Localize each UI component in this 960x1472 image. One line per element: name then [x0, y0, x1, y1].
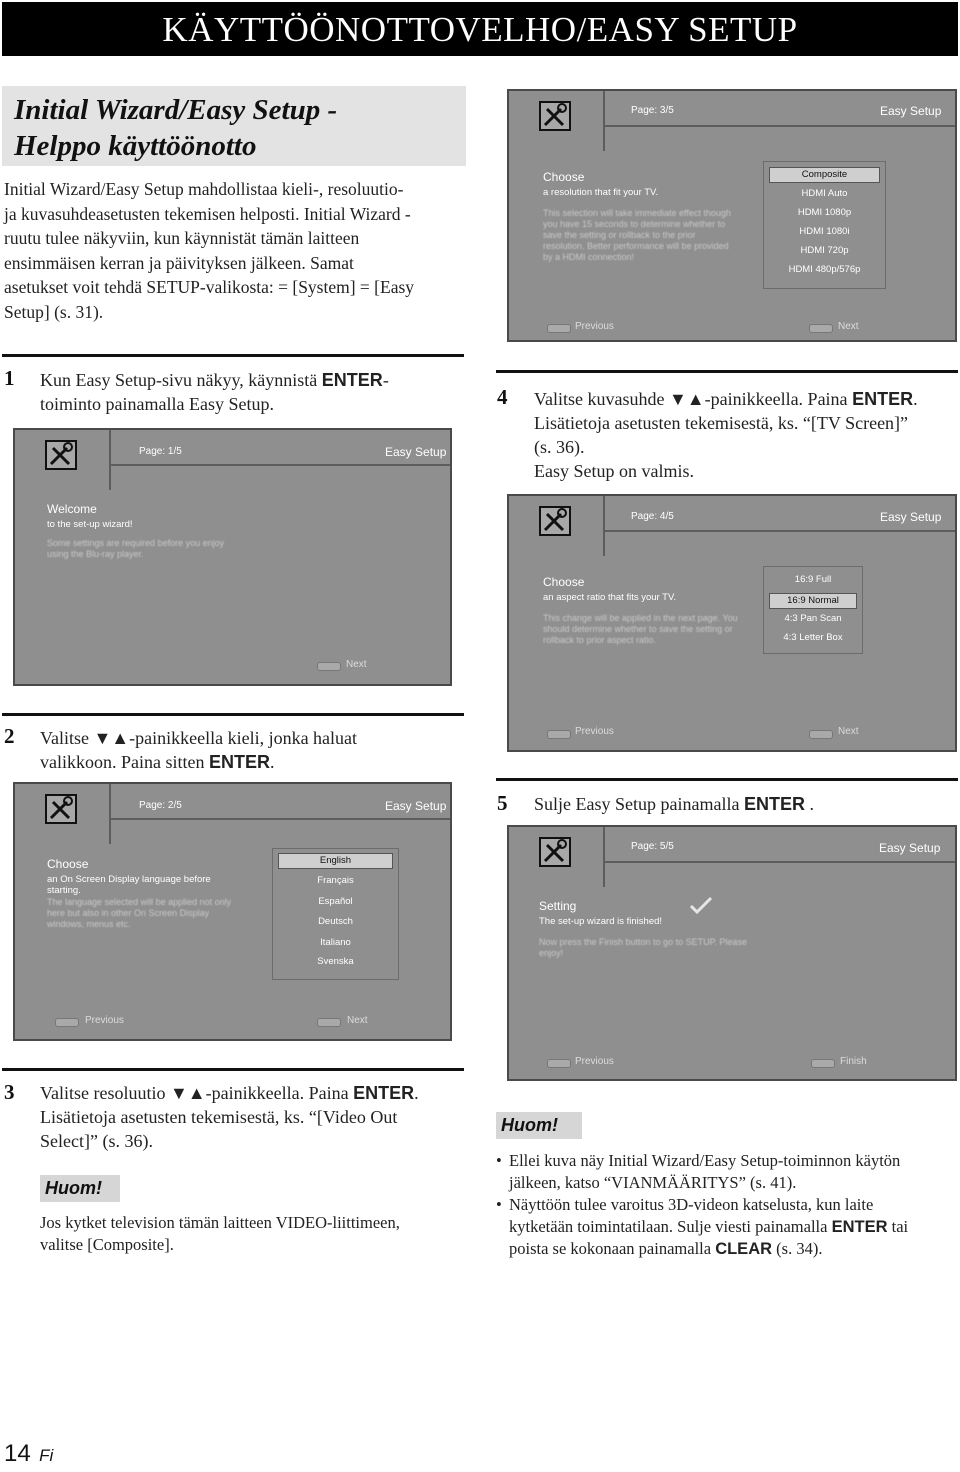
step-number: 3: [4, 1080, 15, 1104]
section-heading-line2: Helppo käyttöönotto: [14, 130, 257, 162]
enter-button-icon: [811, 1059, 835, 1068]
wrench-icon: [45, 440, 77, 470]
intro-line: Initial Wizard/Easy Setup mahdollistaa kieli-, resoluutio-: [4, 179, 404, 199]
option-espanol[interactable]: Español: [318, 896, 353, 907]
resolution-list: [763, 161, 886, 289]
previous-label: Previous: [575, 321, 614, 332]
screen-heading: Welcome: [47, 502, 97, 516]
step-2-text: Valitse ▼▲-painikkeella kieli, jonka haluat valikkoon. Paina sitten ENTER.: [40, 728, 358, 772]
language-list: [272, 848, 399, 980]
option-hdmi-1080i[interactable]: HDMI 1080i: [799, 226, 850, 237]
enter-button-icon: [317, 662, 341, 671]
step-3-text: Valitse resoluutio ▼▲-painikkeella. Paina ENTER. Lisätietoja asetusten tekemisestä, ks. “[Video Out Select]” (s. 36).: [40, 1083, 419, 1151]
step-number: 1: [4, 366, 15, 390]
next-label: Next: [346, 659, 367, 670]
screen-title: Easy Setup: [385, 445, 447, 459]
screen-description: This change will be applied in the next page. You should determine whether to save the setting or rollback to prior aspect ratio.: [543, 613, 738, 645]
screen-subheading: an On Screen Display language before starting.: [47, 874, 211, 896]
language-code: Fi: [39, 1446, 54, 1465]
screen-heading: Choose: [47, 857, 89, 871]
screen-subheading: to the set-up wizard!: [47, 519, 133, 530]
step-5-text: Sulje Easy Setup painamalla ENTER .: [534, 794, 814, 814]
screen-subheading: a resolution that fit your TV.: [543, 187, 659, 198]
section-divider: [496, 370, 958, 373]
intro-line: ensimmäisen kerran ja päivityksen jälkeen. Samat: [4, 252, 354, 273]
note-label: Huom!: [496, 1112, 582, 1139]
option-english[interactable]: English: [278, 853, 393, 869]
note-text: Jos kytket television tämän laitteen VIDEO-liittimeen, valitse [Composite].: [40, 1213, 400, 1254]
wrench-icon: [539, 101, 571, 131]
option-svenska[interactable]: Svenska: [317, 956, 354, 967]
previous-label: Previous: [85, 1015, 124, 1026]
page-indicator: Page: 3/5: [631, 105, 674, 116]
option-italiano[interactable]: Italiano: [320, 937, 351, 948]
previous-button-icon: [55, 1018, 79, 1027]
screen-heading: Choose: [543, 575, 585, 589]
screen-heading: Choose: [543, 170, 585, 184]
page-footer: [4, 1440, 53, 1468]
section-heading-box: [2, 86, 466, 166]
page-indicator: Page: 1/5: [139, 446, 182, 457]
option-16-9-full[interactable]: 16:9 Full: [794, 574, 832, 585]
screen-title: Easy Setup: [879, 841, 941, 855]
note-list: [496, 1150, 958, 1260]
step-4-text: Valitse kuvasuhde ▼▲-painikkeella. Paina ENTER. Lisätietoja asetusten tekemisestä, ks. “[TV Screen]” (s. 36). Easy Setup on valmis.: [534, 389, 918, 481]
next-label: Next: [347, 1015, 368, 1026]
screen-subheading: an aspect ratio that fits your TV.: [543, 592, 677, 603]
option-francais[interactable]: Français: [317, 875, 354, 886]
enter-button-icon: [317, 1018, 341, 1027]
intro-line: ruutu tulee näkyviin, kun käynnistät tämän laitteen: [4, 228, 360, 248]
section-divider: [2, 713, 464, 716]
wrench-icon: [45, 794, 77, 824]
screenshot-page-3: [507, 89, 957, 342]
note-bullet: • Näyttöön tulee varoitus 3D-videon katselusta, kun laite kytketään toimintatilaan. Sulje viesti painamalla ENTER tai poista se kokonaan painamalla CLEAR (s. 34).: [496, 1195, 909, 1258]
option-4-3-letter-box[interactable]: 4:3 Letter Box: [783, 632, 843, 643]
screen-description: The language selected will be applied not only here but also in other On Screen Display windows, menus etc.: [47, 897, 232, 929]
screenshot-page-2: [13, 782, 452, 1041]
intro-line: asetukset voit tehdä SETUP-valikosta: = [System] = [Easy: [4, 277, 415, 297]
page-number: 14: [4, 1440, 31, 1467]
page-indicator: Page: 4/5: [631, 511, 674, 522]
page-indicator: Page: 5/5: [631, 841, 674, 852]
aspect-ratio-list: [763, 566, 863, 654]
step-1-text: Kun Easy Setup-sivu näkyy, käynnistä ENTER- toiminto painamalla Easy Setup.: [40, 370, 389, 414]
screen-description: Some settings are required before you enjoy using the Blu-ray player.: [47, 538, 225, 559]
next-label: Next: [838, 321, 859, 332]
intro-line: ja kuvasuhdeasetusten tekemisen helposti. Initial Wizard -: [4, 203, 411, 224]
screen-title: Easy Setup: [880, 104, 942, 118]
intro-line: Setup] (s. 31).: [4, 301, 104, 322]
option-hdmi-480p-576p[interactable]: HDMI 480p/576p: [788, 264, 861, 275]
step-number: 2: [4, 724, 15, 748]
section-divider: [2, 354, 464, 357]
previous-label: Previous: [575, 1056, 614, 1067]
previous-button-icon: [547, 1059, 571, 1068]
note-label: Huom!: [40, 1175, 120, 1202]
screen-description: This selection will take immediate effect though you have 15 seconds to determine whether to save the setting or rollback to the prior resolution. Better performance will be provided by a HDMI connection!: [543, 208, 731, 262]
previous-button-icon: [547, 730, 571, 739]
page-title: KÄYTTÖÖNOTTOVELHO/EASY SETUP: [162, 10, 798, 49]
wrench-icon: [539, 837, 571, 867]
screen-description: Now press the Finish button to go to SETUP. Please enjoy!: [539, 937, 747, 958]
option-hdmi-auto[interactable]: HDMI Auto: [801, 188, 848, 199]
step-number: 5: [497, 791, 508, 815]
screenshot-page-5: [507, 825, 957, 1081]
enter-button-icon: [809, 730, 833, 739]
option-composite[interactable]: Composite: [769, 167, 880, 183]
section-divider: [2, 1068, 464, 1071]
option-4-3-pan-scan[interactable]: 4:3 Pan Scan: [784, 613, 842, 624]
screen-title: Easy Setup: [385, 799, 447, 813]
screen-subheading: The set-up wizard is finished!: [539, 916, 663, 927]
step-number: 4: [497, 385, 508, 409]
wrench-icon: [539, 506, 571, 536]
screen-title: Easy Setup: [880, 510, 942, 524]
section-heading-line1: Initial Wizard/Easy Setup -: [14, 94, 338, 126]
enter-button-icon: [809, 324, 833, 333]
screenshot-page-1: [13, 428, 452, 686]
option-hdmi-1080p[interactable]: HDMI 1080p: [797, 207, 852, 218]
section-divider: [496, 778, 958, 781]
screenshot-page-4: [507, 494, 957, 752]
option-deutsch[interactable]: Deutsch: [318, 916, 353, 927]
previous-label: Previous: [575, 726, 614, 737]
previous-button-icon: [547, 324, 571, 333]
finish-label: Finish: [840, 1056, 867, 1067]
option-16-9-normal[interactable]: 16:9 Normal: [769, 593, 857, 609]
checkmark-icon: [689, 895, 713, 920]
next-label: Next: [838, 726, 859, 737]
option-hdmi-720p[interactable]: HDMI 720p: [800, 245, 849, 256]
screen-heading: Setting: [539, 899, 577, 913]
intro-paragraph: [4, 177, 474, 324]
note-bullet: • Ellei kuva näy Initial Wizard/Easy Setup-toiminnon käytön jälkeen, katso “VIANMÄÄRITYS” (s. 41).: [496, 1151, 901, 1192]
page-indicator: Page: 2/5: [139, 800, 182, 811]
page-header: [2, 2, 958, 56]
